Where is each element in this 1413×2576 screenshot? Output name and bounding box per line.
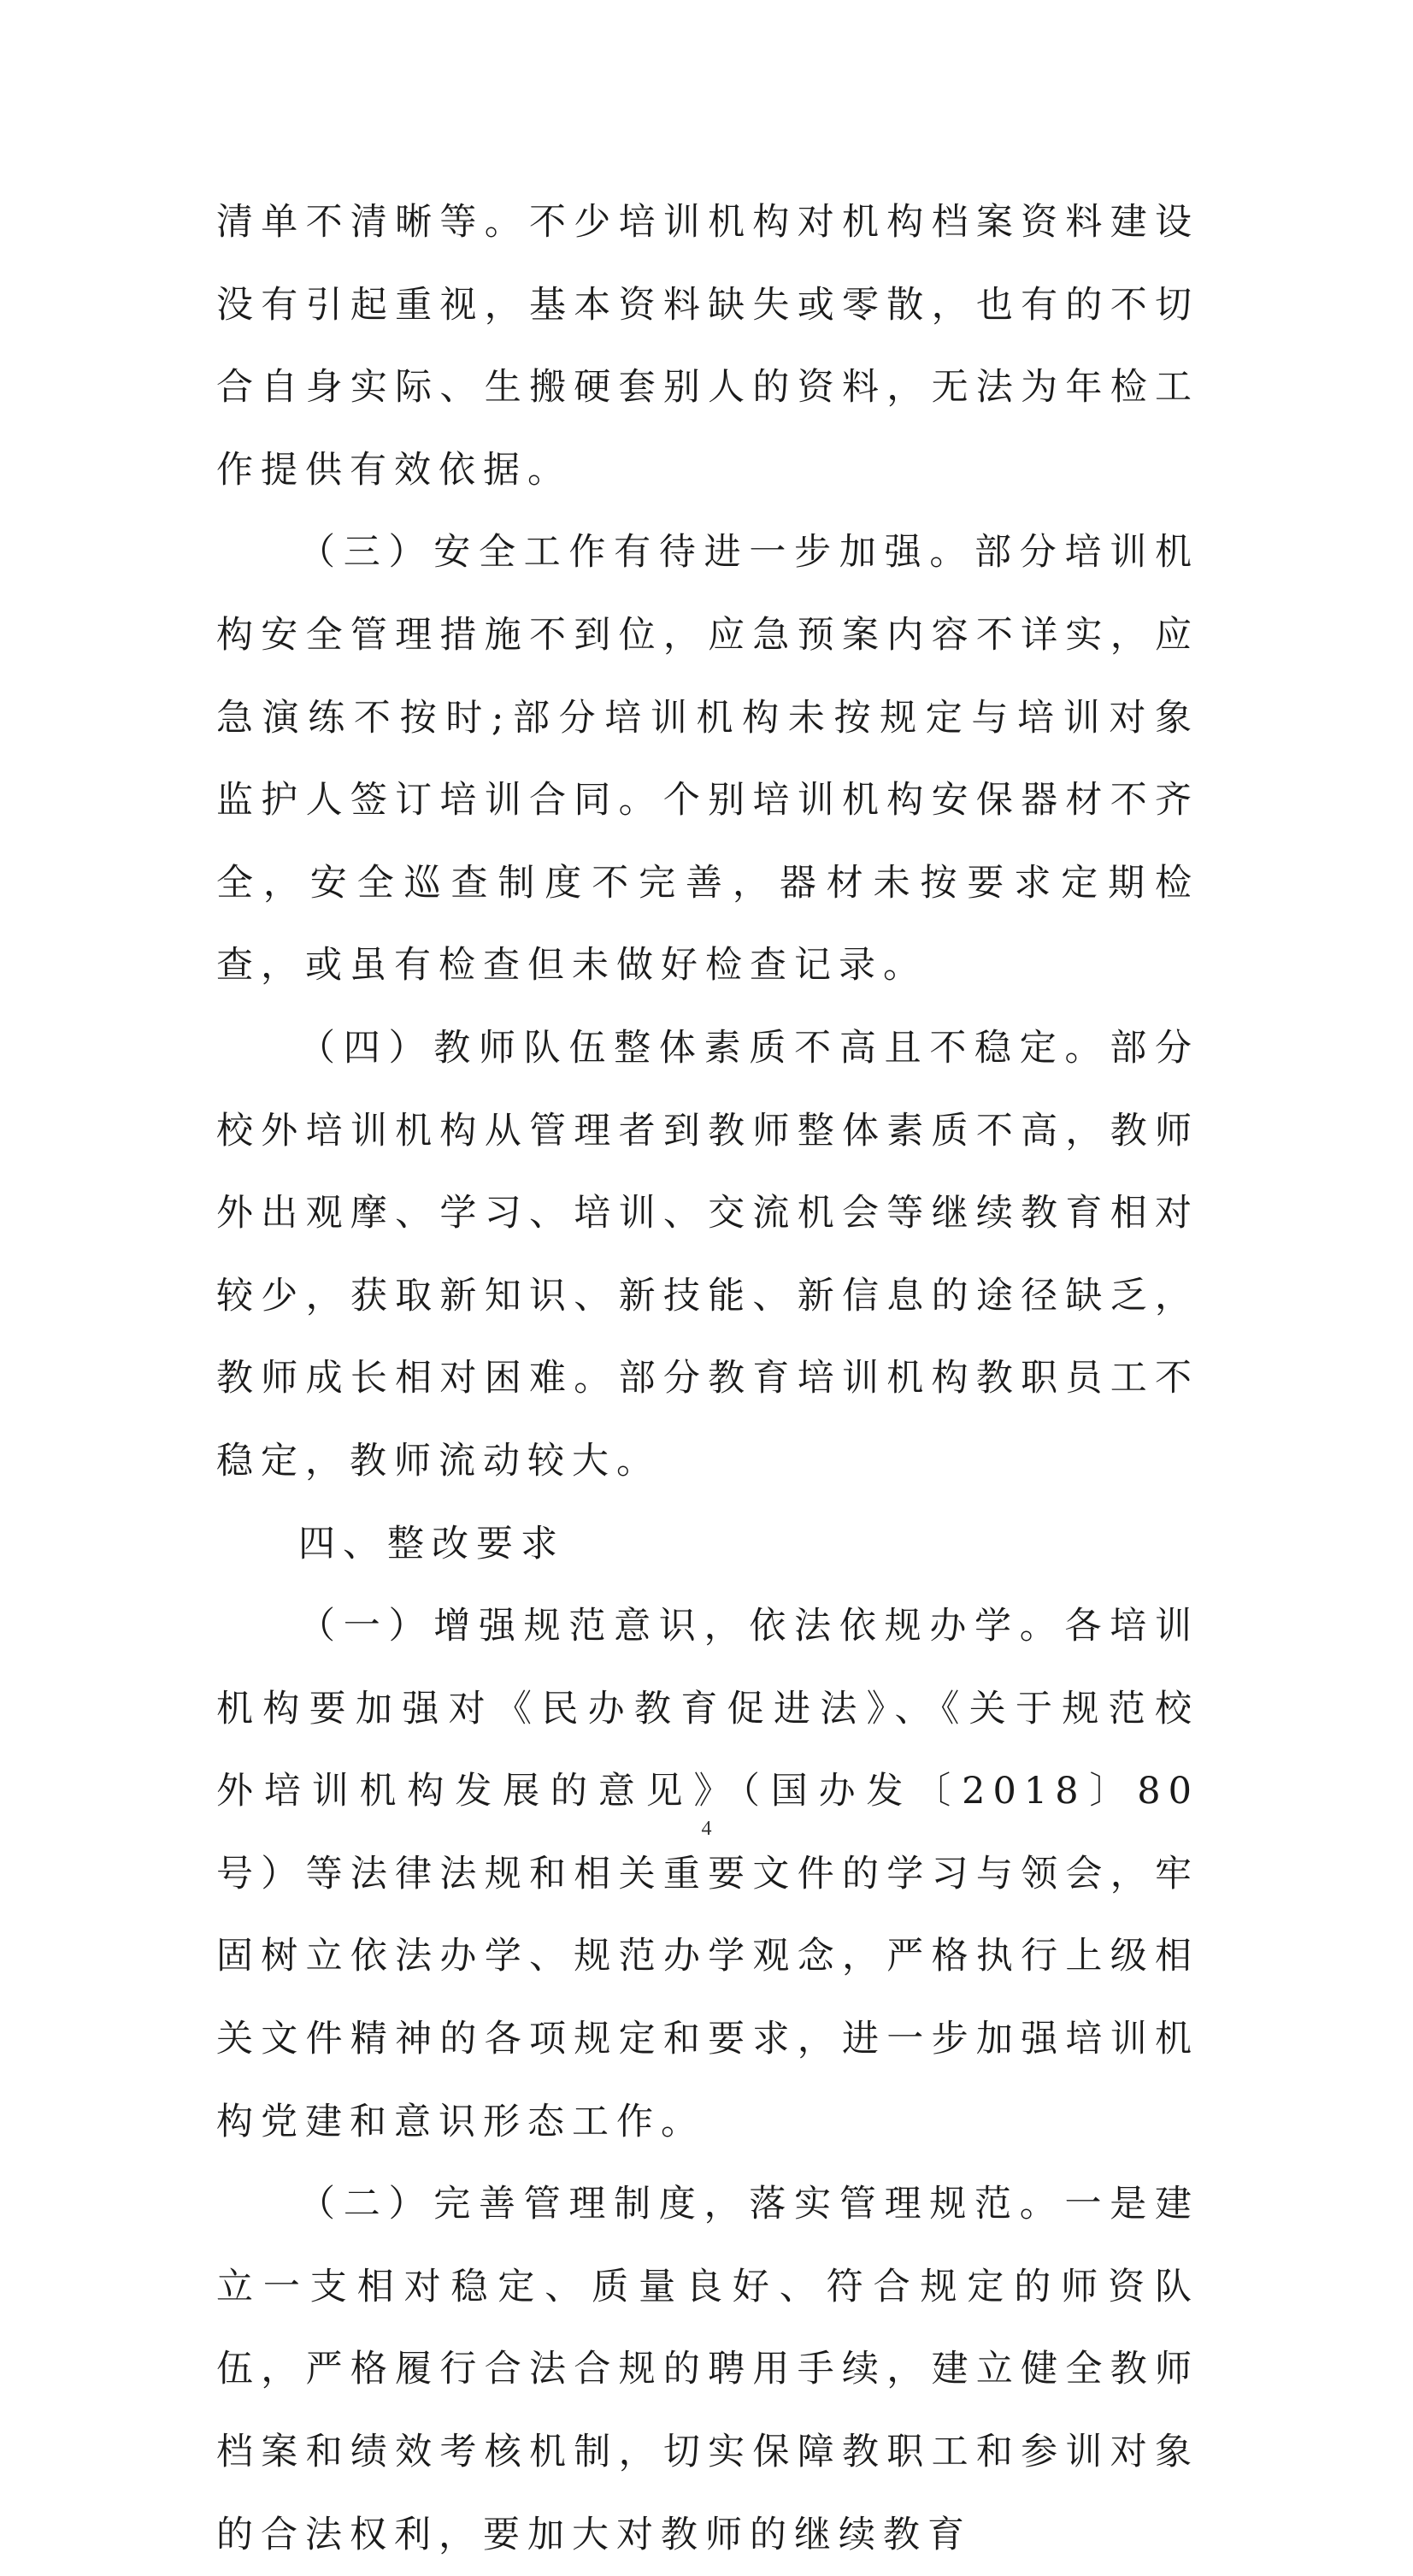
body-text	[216, 181, 1199, 2576]
section-heading-rectification: 四、整改要求	[298, 1522, 565, 1565]
paragraph-teacher-quality: （四）教师队伍整体素质不高且不稳定。部分校外培训机构从管理者到教师整体素质不高，教师外出观摩、学习、培训、交流机会等继续教育相对较少，获取新知识、新技能、新信息的途径缺乏，教师成长相对困难。部分教育培训机构教职员工不稳定，教师流动较大。	[216, 1026, 1199, 1483]
paragraph-management-system: （二）完善管理制度，落实管理规范。一是建立一支相对稳定、质量良好、符合规定的师资队伍，严格履行合法合规的聘用手续，建立健全教师档案和绩效考核机制，切实保障教职工和参训对象的合法权利，要加大对教师的继续教育	[216, 2183, 1199, 2556]
paragraph-continuation: 清单不清晰等。不少培训机构对机构档案资料建设没有引起重视，基本资料缺失或零散，也有的不切合自身实际、生搬硬套别人的资料，无法为年检工作提供有效依据。	[216, 201, 1199, 492]
paragraph-safety-work: （三）安全工作有待进一步加强。部分培训机构安全管理措施不到位，应急预案内容不详实，应急演练不按时;部分培训机构未按规定与培训对象监护人签订培训合同。个别培训机构安保器材不齐全，安全巡查制度不完善，器材未按要求定期检查，或虽有检查但未做好检查记录。	[216, 531, 1199, 987]
page-number: 4	[701, 1818, 712, 1840]
paragraph-standardization: （一）增强规范意识，依法依规办学。各培训机构要加强对《民办教育促进法》、《关于规范校外培训机构发展的意见》（国办发〔2018〕80号）等法律法规和相关重要文件的学习与领会，牢固树立依法办学、规范办学观念，严格执行上级相关文件精神的各项规定和要求，进一步加强培训机构党建和意识形态工作。	[216, 1605, 1199, 2143]
